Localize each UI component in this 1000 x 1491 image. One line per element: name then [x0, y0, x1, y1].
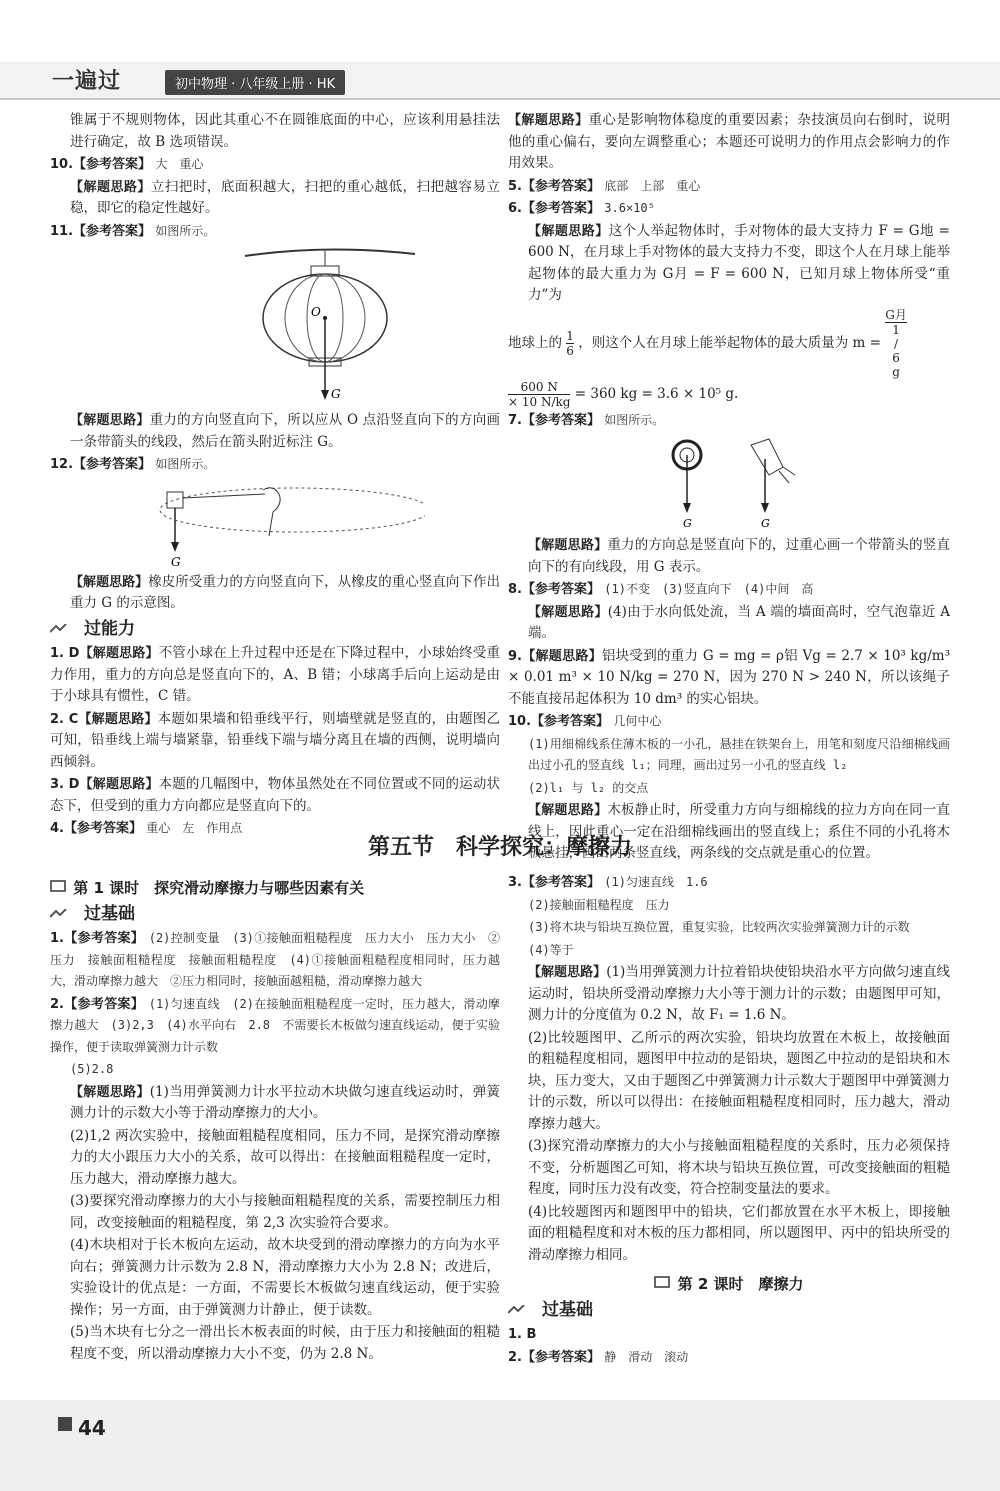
left-column-top: [50, 110, 500, 841]
ball-rocket-figure: [629, 435, 829, 531]
book-icon: [654, 1275, 672, 1289]
fig-label-g3: G: [683, 517, 692, 530]
q7-answer: 7.【参考答案】 如图所示。: [508, 412, 665, 428]
b3-answer-3: (3)将木块与铅块互换位置，重复实验，比较两次实验弹簧测力计的示数: [528, 920, 910, 934]
fraction-gmoon: G月 1 / 6 g: [885, 307, 907, 379]
section-5-title: 第五节 科学探究：摩擦力: [367, 835, 632, 860]
fraction-mass: $\frac{600 N}{\times 10 N/kg}$: [508, 379, 571, 409]
ability-a1: 1. D【解题思路】不管小球在上升过程中还是在下降过程中，小球始终受重力作用，重力的方向总是竖直向下的，A、B 错；小球离手后向上运动是由于小球具有惯性，C 错。: [50, 645, 500, 704]
q12-answer: 12.【参考答案】 如图所示。: [50, 457, 216, 472]
q10-explanation: 【解题思路】立扫把时，底面积越大，扫把的重心越低，扫把越容易立稳，即它的稳定性越好。: [70, 178, 500, 216]
b2-explanation-1: 【解题思路】(1)当用弹簧测力计水平拉动木块做匀速直线运动时，弹簧测力计的示数大小等于滑动摩擦力的大小。: [70, 1083, 500, 1121]
b2-explanation-5: (5)当木块有七分之一滑出长木板表面的时候，由于压力和接触面的粗糙程度不变，所以滑动摩擦力大小不变，仍为 2.8 N。: [70, 1324, 500, 1362]
q10r-explanation: 【解题思路】木板静止时，所受重力方向与细棉线的拉力方向在同一直线上，因此重心一定在沿细棉线画出的竖直线上；系住不同的小孔将木板悬挂，画出两条竖直线，两条线的交点就是重心的位置。: [528, 802, 950, 861]
fig-label-g: G: [331, 387, 341, 401]
page-header: [0, 0, 1000, 106]
fraction-one-sixth: $\frac{1}{6}$: [566, 328, 574, 358]
fig-label-g4: G: [761, 517, 770, 530]
section-mark-icon: [50, 624, 80, 634]
q12-explanation: 【解题思路】橡皮所受重力的方向竖直向下，从橡皮的重心竖直向下作出重力 G 的示意图。: [70, 573, 500, 611]
b3-explanation-4: (4)比较题图丙和题图甲中的铅块，它们都放置在水平木板上，即接触面的粗糙程度和对木板的压力都相同，所以题图甲、丙中的铅块所受的滑动摩擦力相同。: [528, 1203, 950, 1263]
q8-answer: 8.【参考答案】 (1)不变 (3)竖直向下 (4)中间 高: [508, 582, 814, 597]
q11-explanation: 【解题思路】重力的方向竖直向下，所以应从 O 点沿竖直向下的方向画一条带箭头的线段，然后在箭头附近标注 G。: [70, 412, 500, 450]
b3-answer-4: (4)等于: [528, 942, 574, 957]
c1-answer: 1. B: [508, 1327, 537, 1342]
fig-label-g2: G: [171, 554, 181, 568]
b3-explanation-3: (3)探究滑动摩擦力的大小与接触面粗糙程度的关系时，压力必须保持不变，分析题图乙可知，将木块与铅块互换位置，可改变接触面的粗糙程度，同时压力没有改变，符合控制变量法的要求。: [528, 1138, 950, 1197]
b2-explanation-2: (2)1,2 两次实验中，接触面粗糙程度相同，压力不同，是探究滑动摩擦力的大小跟压力大小的关系，故可以得出：在接触面粗糙程度一定时，压力越大，滑动摩擦力越大。: [70, 1127, 500, 1187]
b3-explanation-2: (2)比较题图甲、乙所示的两次实验，铅块均放置在木板上，故接触面的粗糙程度相同，题图甲中拉动的是铅块，题图乙中拉动的是铅块和木块，压力变大，又由于题图乙中弹簧测力计示数大于题图甲中弹簧测力计的示数，所以可以得出：在接触面粗糙程度相同时，压力越大，滑动摩擦力越大。: [528, 1029, 950, 1132]
section-heading-basic-2: 过基础: [508, 1300, 950, 1322]
right-column-bottom: [508, 872, 950, 1369]
subject-label: 初中物理 · 八年级上册 · HK: [165, 70, 345, 95]
section-heading-basic: 过基础: [50, 904, 500, 926]
lesson-2-title: 第 2 课时 摩擦力: [508, 1274, 950, 1296]
b3-answer-2: (2)接触面粗糙程度 压力: [528, 897, 670, 912]
right-column-top: [508, 110, 950, 866]
q9-explanation: 9.【解题思路】铝块受到的重力 G = mg = ρ铝 Vg = 2.7 × 10³ kg/m³ × 0.01 m³ × 10 N/kg = 270 N，因为 270 N > 240 N，所以该绳子不能直接吊起体积为 10 dm³ 的实心铝块。: [508, 647, 950, 707]
q5-answer: 5.【参考答案】 底部 上部 重心: [508, 178, 701, 194]
q10r-answer: 10.【参考答案】 几何中心: [508, 714, 662, 729]
b2-answer: 2.【参考答案】 (1)匀速直线 (2)在接触面粗糙程度一定时，压力越大，滑动摩擦力越大 (3)2,3 (4)水平向右 2.8 不需要长木板做匀速直线运动，便于实验操作，便于读取弹簧测力计示数: [50, 996, 500, 1054]
q8-explanation: 【解题思路】(4)由于水向低处流，当 A 端的墙面高时，空气泡靠近 A 端。: [528, 603, 950, 641]
q6-explanation-2: 地球上的 $\frac{1}{6}$ ，则这个人在月球上能举起物体的最大质量为 m = G月 1 / 6 g: [508, 307, 907, 379]
continued-text: 锥属于不规则物体，因此其重心不在圆锥底面的中心，应该利用悬挂法进行确定，故 B 选项错误。: [70, 112, 500, 150]
page-number: 44: [78, 1416, 106, 1440]
left-column-bottom: [50, 878, 500, 1366]
q6-answer: 6.【参考答案】 3.6×10⁵: [508, 201, 655, 216]
header-bar-graphic: [0, 62, 1000, 100]
lantern-figure: [125, 246, 425, 406]
continued-explanation: 【解题思路】重心是影响物体稳度的重要因素；杂技演员向右倒时，说明他的重心偏右，要向左调整重心；本题还可说明力的作用点会影响力的作用效果。: [508, 112, 950, 171]
b1-answer: 1.【参考答案】 (2)控制变量 (3)①接触面粗糙程度 压力大小 压力大小 ②压力 接触面粗糙程度 接触面粗糙程度 (4)①接触面粗糙程度相同时，压力越大，滑动摩擦力越大 ②压力相同时，接触面越粗糙，滑动摩擦力越大: [50, 931, 500, 988]
q10r-line2: (2)l₁ 与 l₂ 的交点: [528, 780, 649, 795]
b3-explanation-1: 【解题思路】(1)当用弹簧测力计拉着铅块使铅块沿水平方向做匀速直线运动时，铅块所受滑动摩擦力大小等于测力计的示数；由题图甲可知，测力计的分度值为 0.2 N，故 F₁ = 1.6 N。: [528, 964, 950, 1023]
q10-answer: 10.【参考答案】 大 重心: [50, 157, 204, 172]
ability-a2: 2. C【解题思路】本题如果墙和铅垂线平行，则墙壁就是竖直的，由题图乙可知，铅垂线上端与墙紧靠，铅垂线下端与墙分离且在墙的西侧，说明墙向西倾斜。: [50, 710, 500, 770]
q7-explanation: 【解题思路】重力的方向总是竖直向下的，过重心画一个带箭头的竖直向下的有向线段，用 G 表示。: [528, 537, 950, 575]
section-mark-icon: [50, 909, 80, 919]
page-number-marker: [58, 1417, 72, 1431]
section-heading-ability: 过能力: [50, 619, 500, 641]
q11-answer: 11.【参考答案】 如图所示。: [50, 223, 216, 239]
b2-explanation-4: (4)木块相对于长木板向左运动，故木块受到的滑动摩擦力的方向为水平向右；弹簧测力计示数为 2.8 N，滑动摩擦力大小为 2.8 N；改进后，实验设计的优点是：一方面，不需要长木板做匀速直线运动，便于实验操作；另一方面，由于弹簧测力计静止，便于读数。: [70, 1237, 500, 1318]
ability-a4: 4.【参考答案】 重心 左 作用点: [50, 821, 243, 836]
b2-answer-2: (5)2.8: [70, 1062, 114, 1076]
b2-explanation-3: (3)要探究滑动摩擦力的大小与接触面粗糙程度的关系，需要控制压力相同，改变接触面的粗糙程度，第 2,3 次实验符合要求。: [70, 1193, 500, 1231]
book-icon: [50, 879, 68, 893]
section-mark-icon: [508, 1305, 538, 1315]
page-footer: [0, 1400, 1000, 1491]
eraser-figure: [125, 480, 425, 568]
c2-answer: 2.【参考答案】 静 滑动 滚动: [508, 1349, 689, 1365]
lesson-1-title: 第 1 课时 探究滑动摩擦力与哪些因素有关: [50, 878, 500, 900]
q6-explanation: 【解题思路】这个人举起物体时，手对物体的最大支持力 F = G地 = 600 N，在月球上手对物体的最大支持力不变，即这个人在月球上能举起物体的最大重力为 G月 = F = 600 N，已知月球上物体所受“重力”为: [528, 222, 950, 303]
ability-a3: 3. D【解题思路】本题的几幅图中，物体虽然处在不同位置或不同的运动状态下，但受到的重力方向都应是竖直向下的。: [50, 776, 500, 814]
brand-logo: 一遍过: [52, 69, 122, 94]
q10r-line1: (1)用细棉线系住薄木板的一小孔，悬挂在铁架台上，用笔和刻度尺沿细棉线画出过小孔的竖直线 l₁；同理，画出过另一小孔的竖直线 l₂: [528, 736, 950, 772]
q6-equation: $\frac{600 N}{\times 10 N/kg}$ = 360 kg = 3.6 × 10⁵ g.: [508, 379, 739, 409]
b3-answer: 3.【参考答案】 (1)匀速直线 1.6: [508, 875, 708, 890]
fig-label-o: O: [311, 305, 321, 319]
